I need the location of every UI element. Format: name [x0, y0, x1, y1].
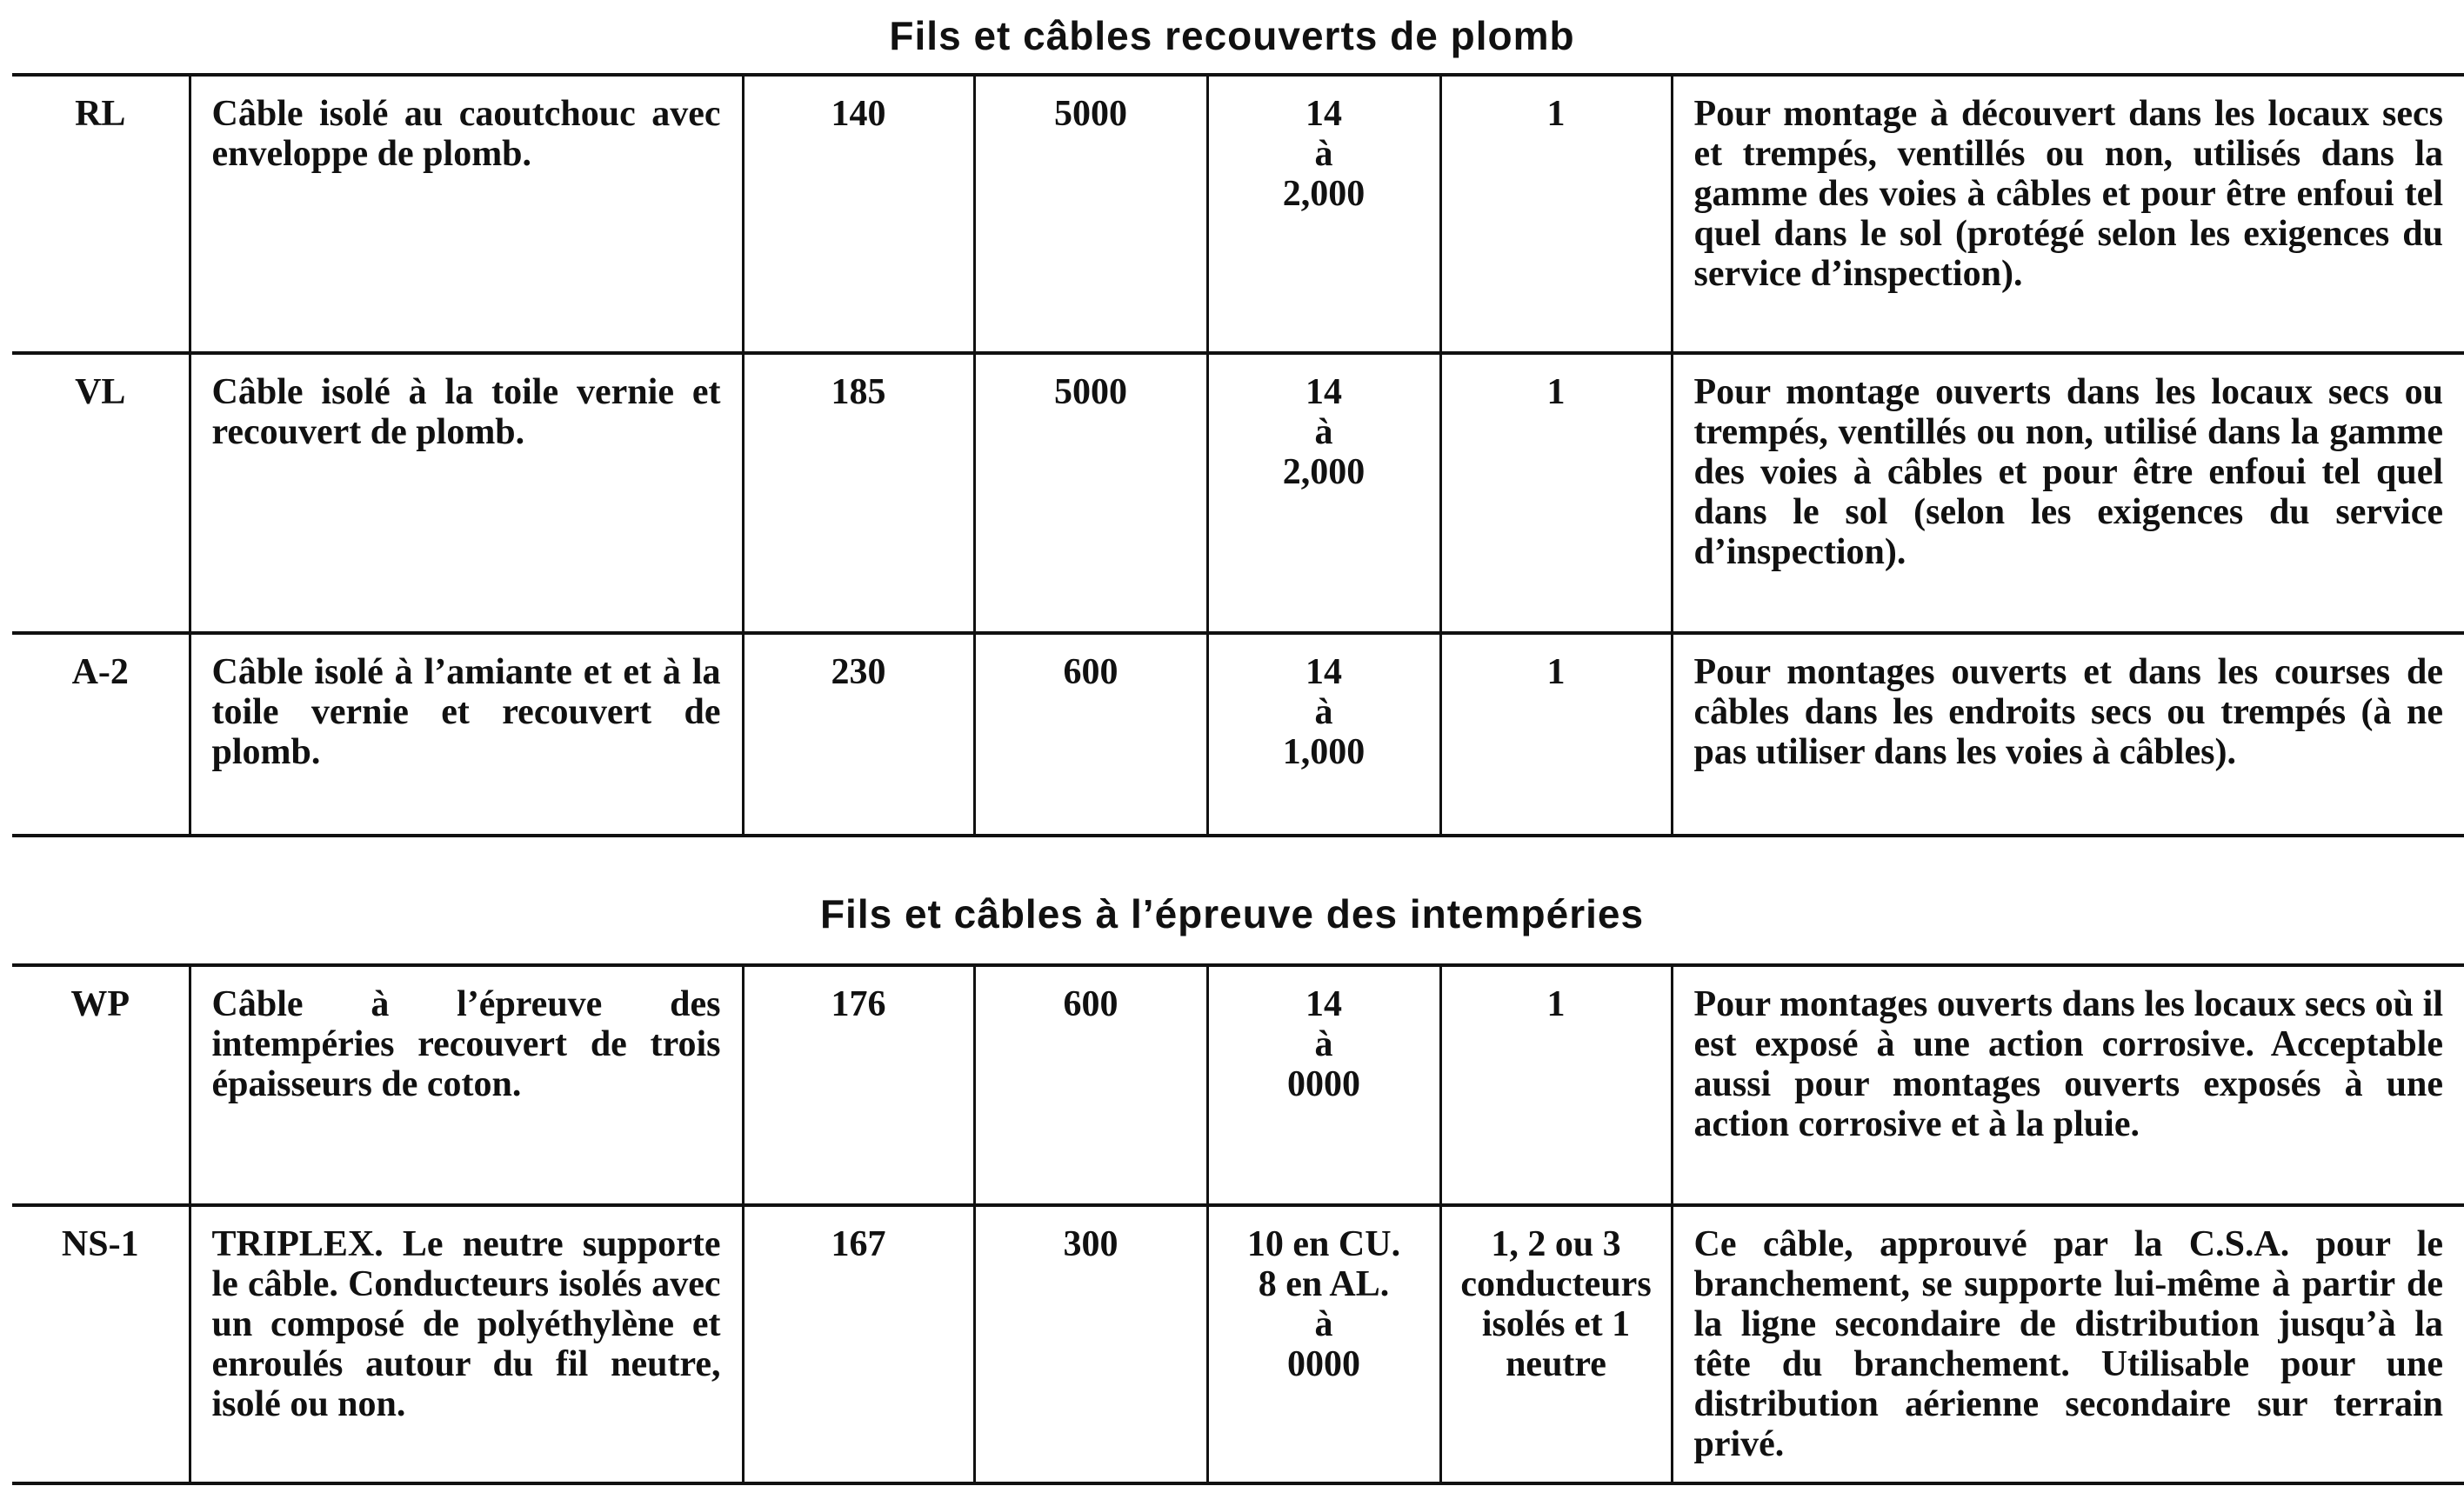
cable-code: NS-1 — [61, 1224, 139, 1264]
conductor-line: neutre — [1506, 1344, 1606, 1384]
cable-usage: Pour montages ouverts dans les locaux secs où il est exposé à une action corrosive. Acceptable aussi pour montages ouverts exposés à une action corrosive et à la pluie. — [1672, 965, 2464, 1205]
voltage-value: 5000 — [974, 353, 1207, 633]
conductor-count — [1440, 965, 1672, 1205]
gauge-separator: à — [1314, 412, 1333, 452]
gauge-line: 10 en CU. — [1246, 1224, 1401, 1264]
gauge-max: 0000 — [1287, 1064, 1360, 1104]
gauge-min: 14 — [1305, 984, 1342, 1024]
cable-code: RL — [75, 94, 126, 134]
table-row — [12, 1205, 2464, 1483]
cable-usage: Ce câble, approuvé par la C.S.A. pour le branchement, se supporte lui-même à partir de la ligne secondaire de distribution jusqu’à la tête du branchement. Utilisable pour une distribution aérienne secondaire sur terrain privé. — [1672, 1205, 2464, 1483]
cable-code: A-2 — [71, 652, 129, 692]
conductor-line: 1 — [1546, 984, 1566, 1024]
temperature-value: 167 — [743, 1205, 974, 1483]
gauge-range — [1207, 1205, 1440, 1483]
gauge-separator: à — [1314, 134, 1333, 174]
section-title-weatherproof: Fils et câbles à l’épreuve des intempéries — [819, 891, 1645, 936]
table-row — [12, 353, 2464, 633]
cable-usage: Pour montages ouverts et dans les courses de câbles dans les endroits secs ou trempés (à ne pas utiliser dans les voies à câbles). — [1672, 633, 2464, 836]
conductor-count — [1440, 633, 1672, 836]
temperature-value: 140 — [743, 75, 974, 353]
gauge-max: 2,000 — [1282, 452, 1366, 492]
gauge-separator: à — [1314, 692, 1333, 732]
conductor-line: 1, 2 ou 3 — [1491, 1224, 1621, 1264]
temperature-value: 185 — [743, 353, 974, 633]
gauge-range — [1207, 965, 1440, 1205]
gauge-range — [1207, 75, 1440, 353]
table-row — [12, 75, 2464, 353]
cable-description: Câble à l’épreuve des intempéries recouvert de trois épaisseurs de coton. — [190, 965, 743, 1205]
conductor-count — [1440, 1205, 1672, 1483]
gauge-min: 14 — [1305, 652, 1342, 692]
voltage-value: 600 — [974, 633, 1207, 836]
cable-usage: Pour montage ouverts dans les locaux secs ou trempés, ventillés ou non, utilisé dans la gamme des voies à câbles et pour être enfoui tel quel dans le sol (selon les exigences du service d’inspection). — [1672, 353, 2464, 633]
gauge-separator: à — [1314, 1024, 1333, 1064]
table-row — [12, 965, 2464, 1205]
cable-table-weatherproof — [12, 963, 2464, 1485]
cable-table-lead-covered — [12, 73, 2464, 837]
gauge-max: 1,000 — [1282, 732, 1366, 772]
cable-code: VL — [75, 372, 126, 412]
gauge-separator: à — [1314, 1304, 1333, 1344]
gauge-max: 2,000 — [1282, 174, 1366, 214]
gauge-min: 14 — [1305, 94, 1342, 134]
voltage-value: 300 — [974, 1205, 1207, 1483]
temperature-value: 230 — [743, 633, 974, 836]
voltage-value: 600 — [974, 965, 1207, 1205]
section-title-lead-covered: Fils et câbles recouverts de plomb — [889, 13, 1575, 58]
conductor-line: conducteurs — [1460, 1264, 1652, 1304]
conductor-line: 1 — [1546, 372, 1566, 412]
cable-description: Câble isolé à la toile vernie et recouvert de plomb. — [190, 353, 743, 633]
conductor-count — [1440, 75, 1672, 353]
gauge-min: 14 — [1305, 372, 1342, 412]
cable-description: Câble isolé à l’amiante et et à la toile vernie et recouvert de plomb. — [190, 633, 743, 836]
gauge-line: 8 en AL. — [1258, 1264, 1390, 1304]
gauge-range — [1207, 633, 1440, 836]
conductor-line: 1 — [1546, 94, 1566, 134]
cable-code: WP — [70, 984, 130, 1024]
cable-description: Câble isolé au caoutchouc avec enveloppe de plomb. — [190, 75, 743, 353]
conductor-line: 1 — [1546, 652, 1566, 692]
voltage-value: 5000 — [974, 75, 1207, 353]
cable-usage: Pour montage à découvert dans les locaux secs et trempés, ventillés ou non, utilisés dans la gamme des voies à câbles et pour être enfoui tel quel dans le sol (protégé selon les exigences du service d’inspection). — [1672, 75, 2464, 353]
conductor-line: isolés et 1 — [1481, 1304, 1631, 1344]
cable-description: TRIPLEX. Le neutre supporte le câble. Conducteurs isolés avec un composé de polyéthylène et enroulés autour du fil neutre, isolé ou non. — [190, 1205, 743, 1483]
gauge-range — [1207, 353, 1440, 633]
temperature-value: 176 — [743, 965, 974, 1205]
conductor-count — [1440, 353, 1672, 633]
table-row — [12, 633, 2464, 836]
gauge-max: 0000 — [1287, 1344, 1360, 1384]
